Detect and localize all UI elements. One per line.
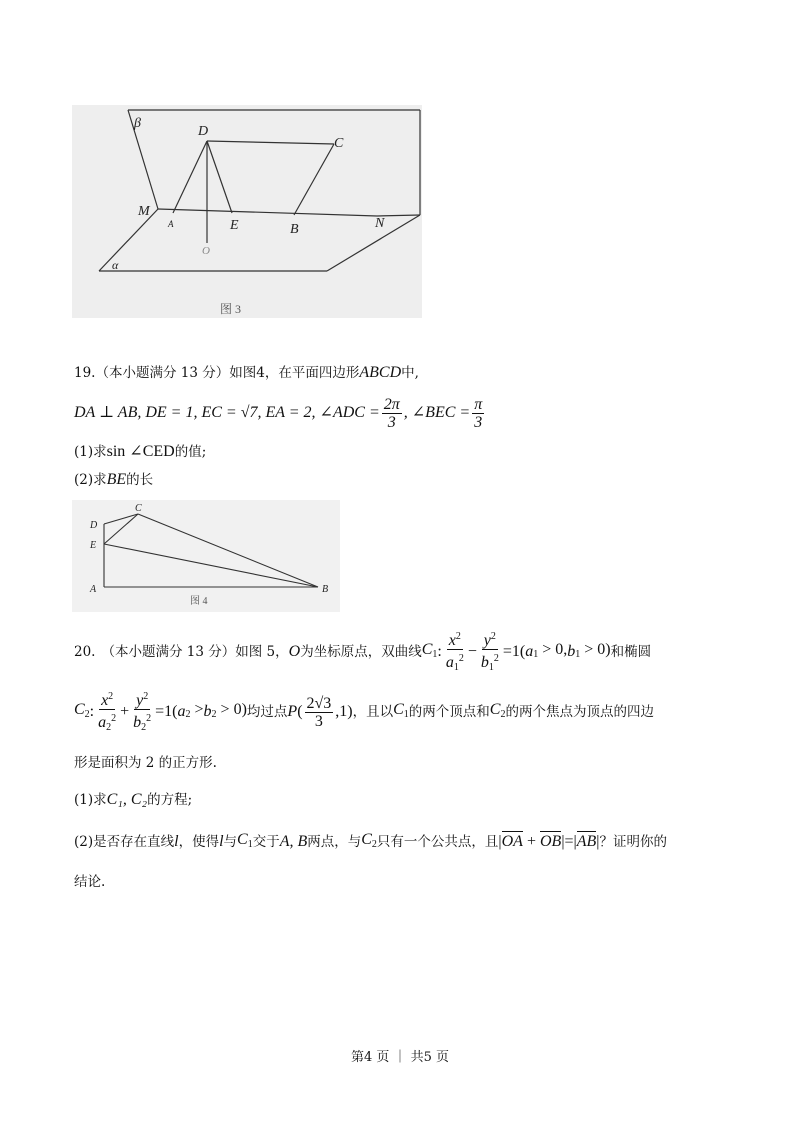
q20-number: 20. (74, 644, 96, 660)
q20-line1: 20. （本小题满分 13 分）如图 5， O 为坐标原点，双曲线 $C_1$ : $\frac{x^2}{a_1^2}$ − $\frac{y^2}{b_1^2}$ =1( a $_1$ > 0, b $_1$ > 0) 和椭圆 (74, 630, 651, 674)
q19-frac-1: $\frac{2\pi}{3}$ (383, 395, 400, 431)
q20-through: 均过点 (246, 704, 288, 720)
figure-3-diagram (72, 105, 422, 318)
q20-hyper-suffix: 和椭圆 (610, 644, 652, 660)
q20-cond-end: 的两个焦点为顶点的四边 (505, 704, 654, 720)
fig4-label-C: C (135, 503, 142, 514)
q20-point-P: P (287, 703, 298, 720)
q19-given-p2: , ∠BEC = (403, 404, 471, 421)
q19-given (74, 393, 486, 433)
q20-part1: (1)求C₁, C₂的方程; (74, 791, 193, 808)
page-footer: 第4 页 ｜ 共5 页 (350, 1050, 450, 1065)
figure-3-caption: 图 3 (220, 302, 242, 316)
q19-given-p1: DA ⊥ AB, DE = 1, EC = √7, EA = 2, ∠ADC = (74, 404, 380, 421)
label-C: C (334, 136, 344, 151)
q19-frac-2: $\frac{\pi}{3}$ (474, 395, 483, 431)
fig4-label-D: D (90, 520, 98, 531)
q20-origin: O (288, 643, 301, 660)
q19-quad: ABCD (359, 364, 402, 381)
label-beta: β (134, 116, 141, 131)
q19-header-end: 中, (401, 365, 419, 381)
hyperbola-x-frac: $\frac{x^2}{a_1^2}$ (444, 628, 466, 676)
figure-3 (72, 105, 422, 318)
q20-cond-mid: 的两个顶点和 (408, 704, 490, 720)
point-x-frac: $\frac{2√3}{3}$ (306, 694, 332, 730)
label-alpha: α (112, 258, 119, 272)
q19-header (74, 363, 419, 383)
q20-conclusion: 结论. (74, 874, 106, 890)
q20-line2: $C_2$ : $\frac{x^2}{a_2^2}$ + $\frac{y^2}{b_2^2}$ =1( a $_2$ > b $_2$ > 0) 均过点 P ( $\frac{2√3}{3}$ ,1) ，且以 $C_1$ 的两个顶点和 $C_2$ 的两个焦点为顶点的四边 (74, 688, 654, 736)
label-N: N (375, 216, 385, 231)
label-B: B (290, 222, 299, 237)
label-E: E (230, 218, 239, 233)
q20-intro: （本小题满分 13 分）如图 5， (101, 644, 289, 660)
label-O: O (202, 245, 210, 257)
label-M: M (138, 204, 150, 219)
figure-4-diagram (72, 500, 340, 612)
fig4-label-B: B (322, 584, 329, 595)
ellipse-y-frac: $\frac{y^2}{b_2^2}$ (131, 688, 153, 736)
q19-part2-expr: BE (106, 471, 127, 488)
q20-C1: $C_1$ (421, 640, 438, 660)
q20-part1-expr: C₁, C₂ (106, 791, 148, 808)
hyperbola-y-frac: $\frac{y^2}{b_1^2}$ (479, 628, 501, 676)
q19-part1: (1)求sin ∠CED的值; (74, 443, 207, 460)
fig4-label-E: E (90, 540, 97, 551)
q19-part2: (2)求BE的长 (74, 471, 154, 488)
label-D: D (198, 124, 209, 139)
q20-line3: 形是面积为 2 的正方形. (74, 755, 217, 771)
figure-4-caption: 图 4 (190, 596, 208, 607)
ellipse-x-frac: $\frac{x^2}{a_2^2}$ (96, 688, 118, 736)
fig4-label-A: A (90, 584, 97, 595)
q20-cond: ，且以 (352, 704, 394, 720)
figure-4 (72, 500, 340, 612)
label-A: A (168, 219, 174, 229)
q20-C2: $C_2$ (74, 700, 90, 720)
q20-origin-text: 为坐标原点，双曲线 (300, 644, 422, 660)
q19-number: 19. (74, 365, 96, 381)
q20-part2: (2)是否存在直线 l ，使得 l 与 $C_1$ 交于 A, B 两点，与 $C_2$ 只有一个公共点，且 |OA + OB|=|AB| ？证明你的 (74, 830, 667, 850)
vector-condition: |OA + OB|=|AB| (498, 833, 600, 850)
q19-header-text: （本小题满分 13 分）如图4，在平面四边形 (95, 365, 360, 381)
q19-part1-expr: sin ∠CED (106, 443, 175, 460)
